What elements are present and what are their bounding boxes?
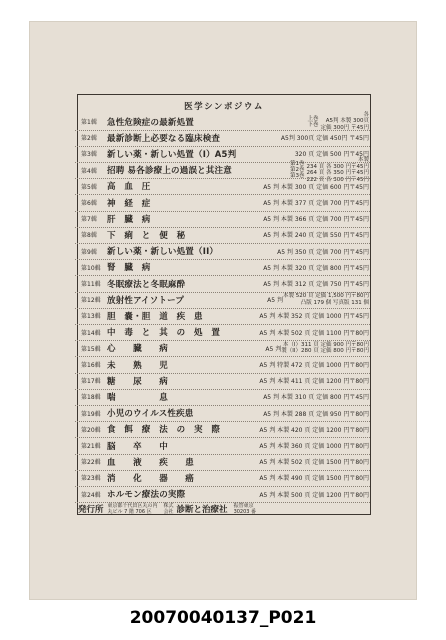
entry-spec — [259, 311, 369, 320]
volume-number: 第12輯 — [81, 297, 101, 305]
catalog-entry — [81, 227, 369, 242]
spec-line: A5 判 本製 411 頁 定価 1200 円〒80円 — [259, 378, 369, 386]
spec-line: A5 判 本製 360 頁 定価 1000 円〒80円 — [259, 443, 369, 450]
volume-part-label: 第3巻 — [290, 173, 305, 180]
spec-line: A5 判 本製 300 頁 定価 600 円〒45円 — [263, 183, 369, 191]
volume-part-label: 第2巻 — [290, 167, 305, 174]
catalog-entry — [81, 130, 369, 145]
catalog-entry — [81, 292, 369, 307]
spec-line: 234 頁 各 300 円〒45円 — [306, 163, 369, 170]
catalog-entry — [81, 244, 369, 259]
entry-title: 下 痢 と 便 秘 — [107, 230, 186, 241]
entry-title: 血 液 疾 患 — [107, 457, 195, 468]
spec-detail-line: 製（II）280 頁 定価 800 円〒80円 — [281, 348, 369, 355]
company-type: 株式 会社 — [163, 503, 174, 515]
volume-number: 第11輯 — [81, 281, 101, 288]
spec-line: A5判 本製 300頁 — [325, 118, 369, 125]
volume-part-label: 第1巻 — [290, 161, 305, 168]
volume-number: 第6輯 — [81, 200, 97, 207]
entry-spec — [259, 376, 369, 385]
entry-spec — [259, 360, 369, 369]
entry-spec — [259, 473, 369, 482]
spec-detail-line: 本（I）311 頁 定価 900 円〒80円 — [282, 341, 369, 348]
spec-line: 各 — [363, 111, 369, 118]
entry-title: 急性危険症の最新処置 — [107, 117, 195, 128]
entry-title: 小児のウイルス性疾患 — [107, 409, 194, 420]
spec-line: 264 頁 各 350 円〒45円 — [306, 170, 369, 177]
volume-number: 第23輯 — [81, 475, 101, 483]
spec-line: A5 判 本製 490 頁 定価 1500 円〒80円 — [259, 475, 369, 483]
catalog-entry — [81, 487, 369, 502]
spec-line: A5 判 本製 288 頁 定価 950 円〒80円 — [263, 410, 369, 418]
archive-id-caption: 20070040137_P021 — [129, 608, 317, 628]
catalog-entry — [81, 357, 369, 372]
catalog-frame — [77, 94, 371, 515]
volume-number: 第14輯 — [81, 329, 101, 337]
entry-title: 消 化 器 癌 — [107, 473, 195, 484]
spec-line: A5 判 — [267, 297, 284, 305]
catalog-entry — [81, 157, 369, 183]
catalog-entry — [81, 341, 369, 356]
entry-title: 高 血 圧 — [107, 182, 151, 193]
spec-line: A5 判 本製 420 頁 定価 1200 円〒80円 — [259, 426, 369, 434]
spec-line: A5 判 本製 352 頁 定価 1000 円〒45円 — [259, 313, 369, 321]
publisher-name: 診断と治療社 — [176, 505, 228, 515]
volume-number: 第4輯 — [81, 167, 97, 175]
catalog-heading: 医学シンポジウム — [184, 102, 264, 112]
volume-parts — [307, 116, 318, 128]
volume-part-label: 下巻 — [307, 121, 319, 128]
entry-title: 未 熟 児 — [107, 360, 168, 371]
spec-line: A5 判 本製 366 頁 定価 700 円〒45円 — [263, 216, 369, 224]
volume-number: 第16輯 — [81, 362, 101, 369]
entry-spec — [267, 295, 283, 304]
spec-line: A5判 300頁 定価 450円 〒45円 — [280, 135, 369, 143]
catalog-entry — [81, 325, 369, 340]
entry-spec — [277, 247, 369, 256]
catalog-entry — [81, 454, 369, 469]
entry-spec — [263, 182, 369, 191]
entry-spec — [263, 263, 369, 272]
entry-spec — [259, 457, 369, 466]
spec-line: A5 判 本製 310 頁 定価 800 円〒45円 — [263, 394, 369, 402]
volume-number: 第8輯 — [81, 232, 97, 240]
entry-title: 心 臓 病 — [107, 344, 168, 355]
entry-spec — [263, 230, 369, 239]
entry-spec — [263, 392, 369, 401]
catalog-entry — [81, 373, 369, 388]
entry-title: 放射性アイソトープ — [107, 295, 185, 306]
spec-line: A5 判 本製 502 頁 定価 1500 円〒80円 — [259, 459, 369, 467]
entry-title: 中 毒 と 其 の 処 置 — [107, 328, 221, 339]
book-page — [30, 22, 416, 599]
entry-title: 糖 尿 病 — [107, 376, 168, 387]
spec-line: 222 頁 各 300 円〒45円 — [306, 176, 369, 183]
publisher-label: 発行所 — [78, 505, 104, 515]
catalog-entry — [81, 111, 369, 131]
spec-detail-line: 本製 520 頁 定価 1,500 円〒80円 — [283, 293, 369, 300]
entry-title: 最新診断上必要なる臨床検査 — [107, 133, 221, 144]
entry-spec-detail — [283, 293, 369, 306]
entry-spec — [259, 490, 369, 499]
spec-line: A5 判 本製 312 頁 定価 750 円〒45円 — [263, 281, 369, 288]
volume-number: 第15輯 — [81, 345, 101, 353]
entry-title: 新しい薬・新しい処置（II） — [107, 247, 219, 258]
catalog-entry — [81, 422, 369, 437]
catalog-entry — [81, 470, 369, 485]
entry-title: 神 経 症 — [107, 198, 151, 209]
volume-number: 第1輯 — [81, 119, 97, 126]
volume-number: 第17輯 — [81, 378, 101, 386]
entry-spec — [259, 441, 369, 450]
volume-number: 第7輯 — [81, 216, 97, 224]
publisher-transfer-account: 振替東京 30203 番 — [233, 503, 257, 515]
publisher-footer — [78, 502, 370, 516]
volume-number: 第13輯 — [81, 313, 101, 321]
volume-number: 第20輯 — [81, 426, 101, 434]
catalog-entry — [81, 438, 369, 453]
catalog-entry — [81, 308, 369, 323]
spec-line: 320 頁 定価 500 円〒45円 — [294, 151, 369, 159]
entry-spec — [281, 133, 369, 142]
volume-number: 第5輯 — [81, 183, 97, 191]
spec-line: A5 判 350 頁 定価 700 円〒45円 — [277, 248, 369, 256]
spec-line: A5 判 本製 500 頁 定価 1200 円〒80円 — [259, 491, 369, 499]
spec-line: A5 判 特製 472 頁 定価 1000 円〒80円 — [259, 362, 369, 369]
spec-line: 定価 300円 〒45円 — [320, 124, 369, 131]
volume-number: 第2輯 — [81, 135, 97, 143]
volume-number: 第19輯 — [81, 410, 101, 418]
spec-line: A5 判 本製 240 頁 定価 550 円〒45円 — [263, 232, 369, 240]
entry-spec — [263, 198, 369, 207]
entry-title: ホルモン療法の実際 — [107, 490, 186, 501]
entry-title: 招聘 易各診療上の過誤と其注意 — [107, 166, 232, 177]
entry-spec — [259, 328, 369, 337]
volume-number: 第10輯 — [81, 264, 101, 272]
entry-spec — [263, 279, 369, 288]
entry-spec — [259, 425, 369, 434]
catalog-entry — [81, 195, 369, 210]
entry-title: 肝 臓 病 — [107, 214, 151, 225]
entry-spec — [263, 214, 369, 223]
spec-line: A5 判 本製 502 頁 定価 1100 円〒80円 — [259, 329, 369, 337]
entry-title: 冬眠療法と冬眠麻酔 — [107, 279, 186, 290]
catalog-entry — [81, 406, 369, 421]
volume-number: 第18輯 — [81, 394, 101, 402]
catalog-entry — [81, 211, 369, 226]
entry-spec — [263, 409, 369, 418]
entry-spec — [265, 344, 281, 353]
spec-detail-line: 凸版 179 個 写真版 131 個 — [300, 299, 369, 306]
volume-number: 第21輯 — [81, 443, 101, 450]
spec-line: A5 判 — [265, 345, 282, 353]
entry-title: 喘 息 — [107, 392, 168, 403]
spec-line: 本製 — [357, 157, 369, 164]
volume-number: 第3輯 — [81, 151, 97, 159]
volume-number: 第9輯 — [81, 248, 97, 256]
entry-title: 脳 卒 中 — [107, 441, 168, 452]
spec-line: A5 判 本製 320 頁 定価 800 円〒45円 — [263, 264, 369, 272]
catalog-entry — [81, 389, 369, 404]
entry-title: 腎 臓 病 — [107, 263, 151, 274]
entry-title: 胆 嚢・胆 道 疾 患 — [107, 311, 203, 322]
volume-number: 第24輯 — [81, 491, 101, 499]
entry-title: 新しい薬・新しい処置（I）A5判 — [107, 149, 237, 160]
volume-parts — [290, 161, 305, 179]
entry-spec-detail — [281, 342, 369, 355]
entry-spec — [321, 112, 370, 132]
entry-title: 食 餌 療 法 の 実 際 — [107, 425, 221, 436]
volume-number: 第22輯 — [81, 459, 101, 467]
volume-part-label: 上巻 — [307, 115, 319, 122]
publisher-address: 東京都千代田区丸の内 丸ビル 7 階 706 区 — [107, 503, 158, 515]
catalog-entry — [81, 260, 369, 275]
spec-line: A5 判 本製 377 頁 定価 700 円〒45円 — [263, 200, 369, 207]
catalog-entry — [81, 276, 369, 291]
